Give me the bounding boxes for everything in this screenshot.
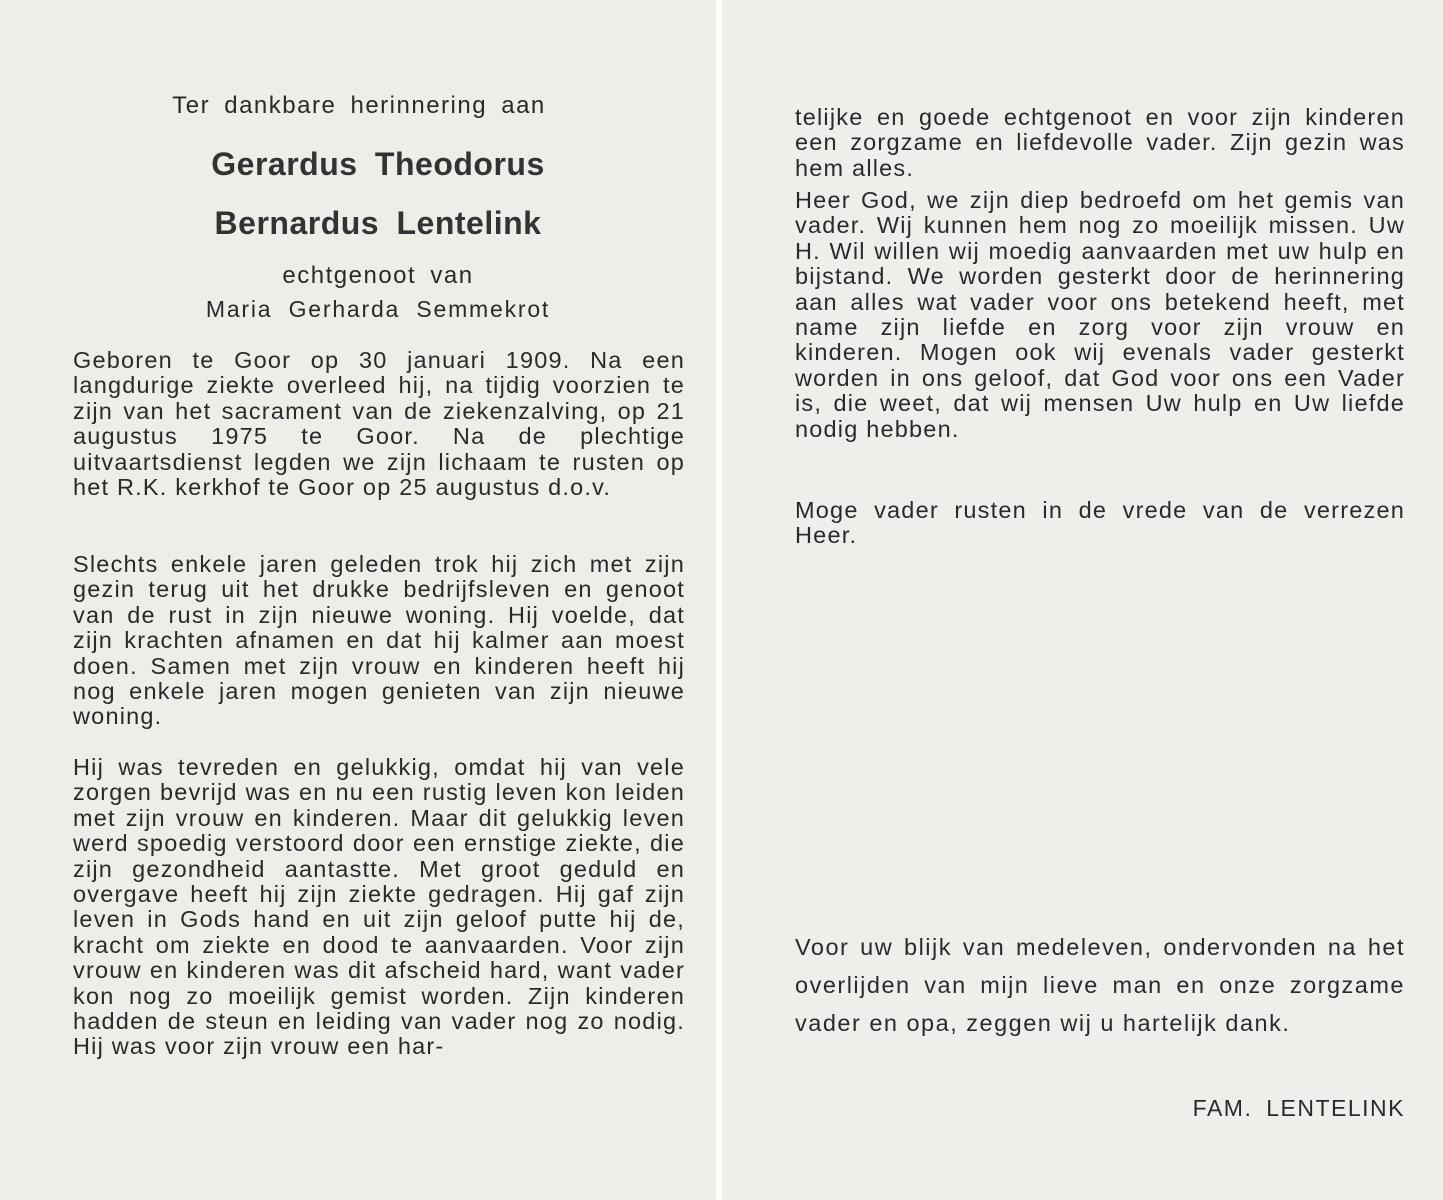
biography-paragraph-2: Slechts enkele jaren geleden trok hij zich met zijn gezin terug uit het drukke bedrijfsleven en genoot van de rust in zijn nieuwe woning. Hij voelde, dat zijn krachten afnamen en dat hij kalmer aan moest doen. Samen met zijn vrouw en kinderen heeft hij nog enkele jaren mogen genieten van zijn nieuwe woning. (73, 551, 685, 730)
spouse-name: Maria Gerharda Semmekrot (205, 296, 551, 322)
biography-paragraph-1: Geboren te Goor op 30 januari 1909. Na een langdurige ziekte overleed hij, na tijdig voorzien te zijn van het sacrament van de ziekenzalving, op 21 augustus 1975 te Goor. Na de plechtige uitvaartsdienst legden we zijn lichaam te rusten op het R.K. kerkhof te Goor op 25 augustus d.o.v. (73, 347, 685, 501)
prayer-paragraph: Heer God, we zijn diep bedroefd om het gemis van vader. Wij kunnen hem nog zo moeilijk missen. Uw H. Wil willen wij moedig aanvaarden met uw hulp en bijstand. We worden gesterkt door de herinnering aan alles wat vader voor ons betekend heeft, met name zijn liefde en zorg voor zijn vrouw en kinderen. Mogen ook wij evenals vader gesterkt worden in ons geloof, dat God voor ons een Vader is, die weet, dat wij mensen Uw hulp en Uw liefde nodig hebben. (795, 187, 1405, 442)
biography-paragraph-3: Hij was tevreden en gelukkig, omdat hij van vele zorgen bevrijd was en nu een rustig leven kon leiden met zijn vrouw en kinderen. Maar dit gelukkig leven werd spoedig verstoord door een ernstige ziekte, die zijn gezondheid aantastte. Met groot geduld en overgave heeft hij zijn ziekte gedragen. Hij gaf zijn leven in Gods hand en uit zijn geloof putte hij de, kracht om ziekte en dood te aanvaarden. Voor zijn vrouw en kinderen was dit afscheid hard, want vader kon nog zo moeilijk gemist worden. Zijn kinderen hadden de steun en leiding van vader nog zo nodig. Hij was voor zijn vrouw een har- (73, 754, 685, 1060)
intro-line: Ter dankbare herinnering aan (172, 92, 546, 119)
continuation-paragraph: telijke en goede echtgenoot en voor zijn kinderen een zorgzame en liefdevolle vader. Zijn gezin was hem alles. (795, 104, 1405, 181)
deceased-name-line1: Gerardus Theodorus (211, 146, 545, 182)
family-signature: FAM. LENTELINK (1192, 1095, 1405, 1121)
deceased-name-line2: Bernardus Lentelink (214, 205, 542, 241)
closing-prayer: Moge vader rusten in de vrede van de verrezen Heer. (795, 497, 1405, 549)
spouse-label: echtgenoot van (282, 262, 474, 289)
thanks-message: Voor uw blijk van medeleven, ondervonden na het overlijden van mijn lieve man en onze zorgzame vader en opa, zeggen wij u hartelijk dank. (795, 934, 1405, 1036)
